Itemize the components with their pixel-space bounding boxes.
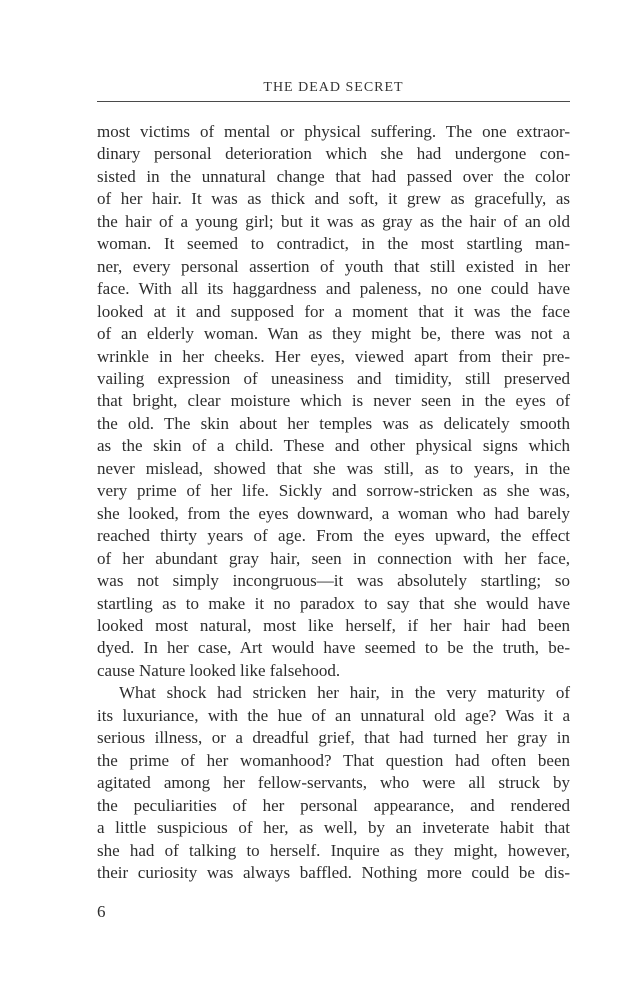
text-line: vailing expression of uneasiness and timidity, still preserved [97,368,570,388]
text-line: cause Nature looked like falsehood. [97,660,341,680]
text-line: dinary personal deterioration which she had undergone con- [97,144,570,164]
text-line: ner, every personal assertion of youth that still existed in her [97,256,570,276]
paragraph [97,682,570,884]
text-line: What shock had stricken her hair, in the very maturity of [119,683,570,703]
text-line: looked most natural, most like herself, if her hair had been [97,615,570,635]
text-line: face. With all its haggardness and paleness, no one could have [97,279,570,299]
text-line: as the skin of a child. These and other physical signs which [97,436,570,456]
page-number: 6 [97,902,106,922]
text-line: dyed. In her case, Art would have seemed to be the truth, be- [97,638,570,658]
text-line: serious illness, or a dreadful grief, that had turned her gray in [97,728,570,748]
text-line: never mislead, showed that she was still, as to years, in the [97,458,570,478]
paragraph [97,121,570,682]
text-line: she had of talking to herself. Inquire as they might, however, [97,840,570,860]
text-line: the prime of her womanhood? That question had often been [97,750,570,770]
text-line: wrinkle in her cheeks. Her eyes, viewed apart from their pre- [97,346,570,366]
text-line: very prime of her life. Sickly and sorrow-stricken as she was, [97,481,570,501]
text-line: of her hair. It was as thick and soft, it grew as gracefully, as [97,189,570,209]
text-line: woman. It seemed to contradict, in the most startling man- [97,234,570,254]
text-line: a little suspicious of her, as well, by an inveterate habit that [97,818,570,838]
text-line: the old. The skin about her temples was as delicately smooth [97,413,570,433]
text-line: of an elderly woman. Wan as they might be, there was not a [97,324,570,344]
text-column [97,80,570,922]
text-line: of her abundant gray hair, seen in connection with her face, [97,548,570,568]
text-line: startling as to make it no paradox to say that she would have [97,593,570,613]
text-line: sisted in the unnatural change that had passed over the color [97,166,570,186]
text-line: the hair of a young girl; but it was as gray as the hair of an old [97,211,570,231]
text-line: most victims of mental or physical suffering. The one extraor- [97,122,570,141]
text-line: was not simply incongruous—it was absolutely startling; so [97,571,570,591]
text-line: that bright, clear moisture which is never seen in the eyes of [97,391,570,411]
text-line: their curiosity was always baffled. Nothing more could be dis- [97,862,570,882]
text-line: looked at it and supposed for a moment that it was the face [97,301,570,321]
text-line: the peculiarities of her personal appearance, and rendered [97,795,570,815]
text-line: its luxuriance, with the hue of an unnatural old age? Was it a [97,705,570,725]
text-line: agitated among her fellow-servants, who were all struck by [97,773,570,793]
page-body [97,121,570,884]
running-head: THE DEAD SECRET [97,80,570,102]
text-line: reached thirty years of age. From the eyes upward, the effect [97,526,570,546]
text-line: she looked, from the eyes downward, a woman who had barely [97,503,570,523]
